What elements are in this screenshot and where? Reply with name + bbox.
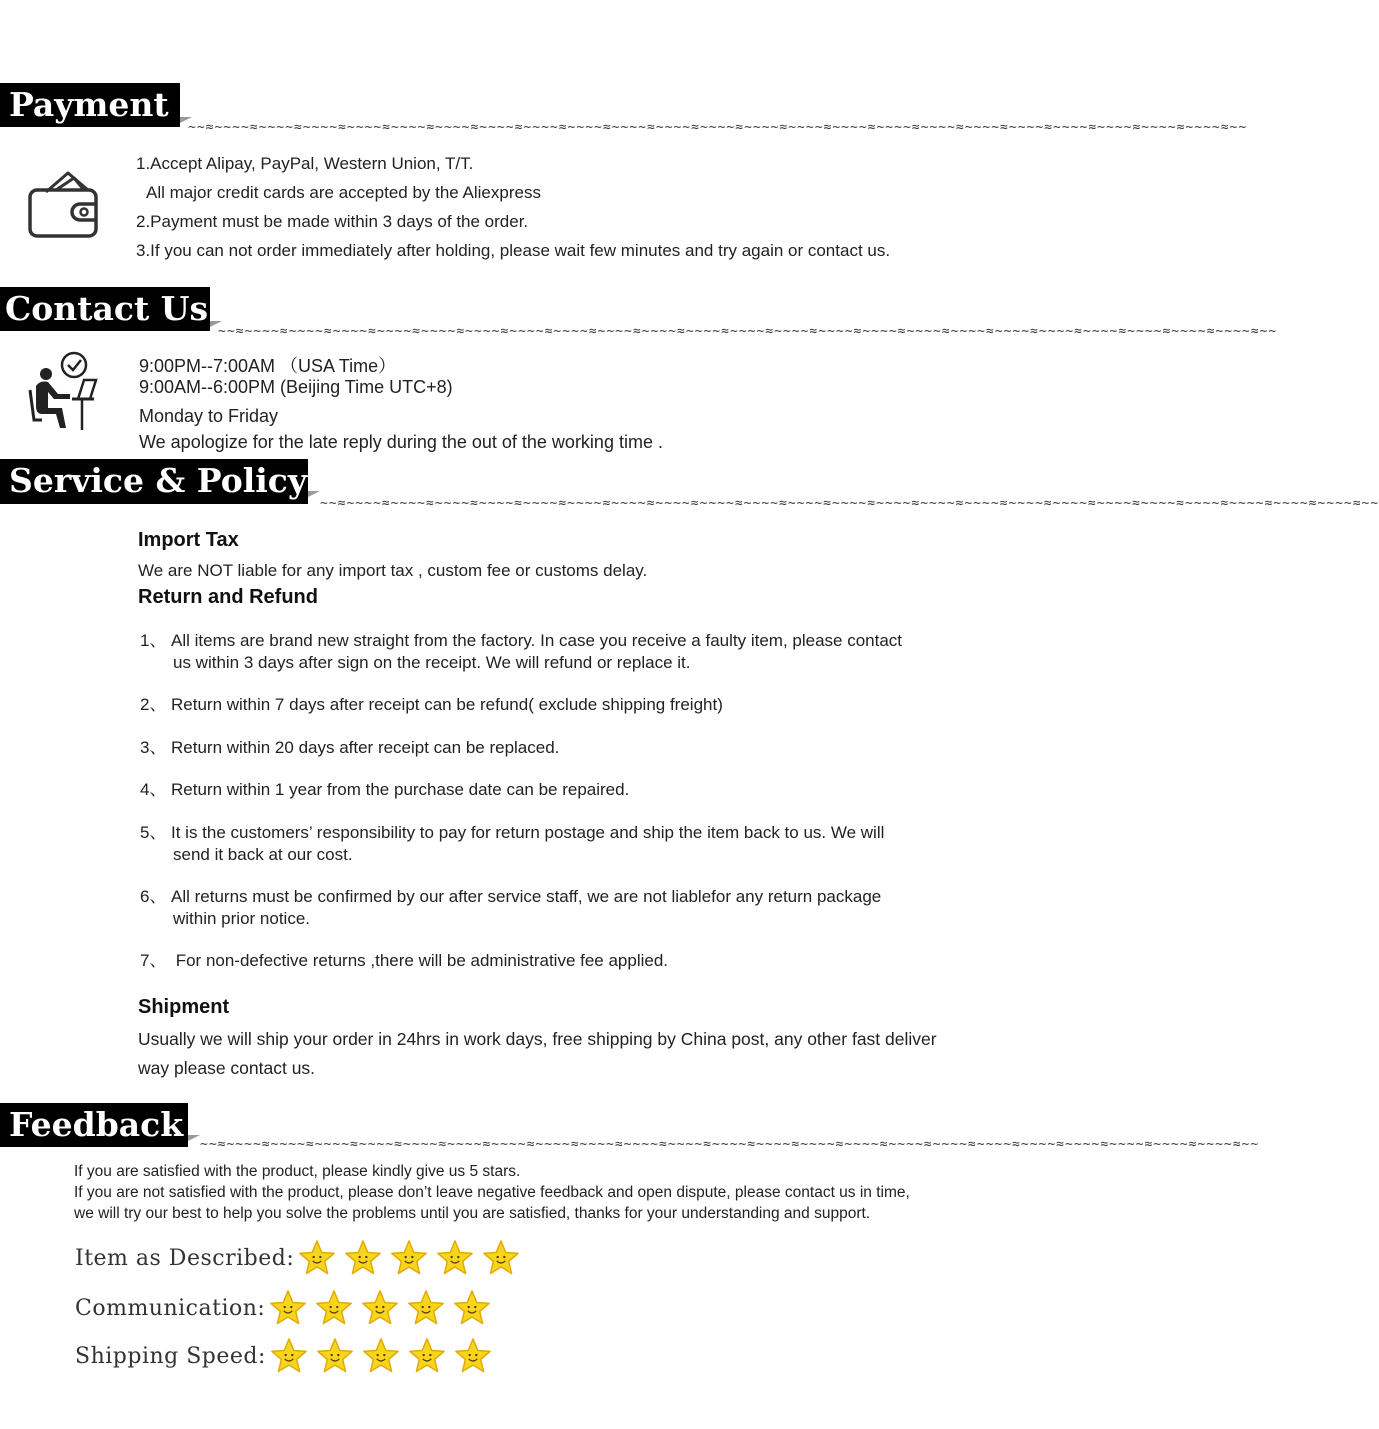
shipment-line: Usually we will ship your order in 24hrs in work days, free shipping by China post, any other fast deliver — [138, 1029, 937, 1049]
rating-label: Shipping Speed: — [75, 1343, 266, 1369]
wallet-icon — [26, 168, 100, 242]
rating-row — [75, 1336, 500, 1376]
payment-line: 1.Accept Alipay, PayPal, Western Union, T/T. — [136, 154, 474, 173]
dotted-divider: ~~≈~~~~≈~~~~≈~~~~≈~~~~≈~~~~≈~~~~≈~~~~≈~~~~≈~~~~≈~~~~≈~~~~≈~~~~≈~~~~≈~~~~≈~~~~≈~~~~≈~~~~≈~~~~≈~~~~≈~~~~≈~~~~≈~~~~≈~~~~≈~~ — [188, 120, 1248, 135]
item-text: For non-defective returns ,there will be administrative fee applied. — [171, 951, 669, 970]
payment-line: 3.If you can not order immediately after holding, please wait few minutes and try again or contact us. — [136, 241, 891, 260]
header-tail — [308, 491, 320, 497]
item-text: Return within 7 days after receipt can be refund( exclude shipping freight) — [171, 695, 723, 714]
contact-line: 9:00PM--7:00AM （USA Time） — [139, 356, 397, 376]
star-icon — [390, 1239, 428, 1277]
return-refund-heading: Return and Refund — [138, 586, 318, 608]
item-number: 7、 — [140, 951, 167, 970]
star-icon — [408, 1337, 446, 1375]
refund-item — [140, 822, 980, 866]
dotted-divider: ~~≈~~~~≈~~~~≈~~~~≈~~~~≈~~~~≈~~~~≈~~~~≈~~~~≈~~~~≈~~~~≈~~~~≈~~~~≈~~~~≈~~~~≈~~~~≈~~~~≈~~~~≈~~~~≈~~~~≈~~~~≈~~~~≈~~~~≈~~~~≈~~ — [218, 324, 1278, 339]
section-title-contact: Contact Us — [0, 287, 210, 331]
star-icon — [482, 1239, 520, 1277]
star-icon — [436, 1239, 474, 1277]
item-number: 3、 — [140, 738, 167, 757]
section-title-payment: Payment — [0, 83, 180, 127]
payment-line: 2.Payment must be made within 3 days of the order. — [136, 212, 529, 231]
header-tail — [188, 1135, 200, 1141]
rating-label: Communication: — [75, 1295, 266, 1321]
item-text: It is the customers’ responsibility to pay for return postage and ship the item back to us. We will — [171, 823, 885, 842]
item-text: Return within 20 days after receipt can be replaced. — [171, 738, 560, 757]
shipment-heading: Shipment — [138, 996, 230, 1018]
import-tax-heading: Import Tax — [138, 529, 239, 551]
refund-item — [140, 737, 980, 759]
contact-line: 9:00AM--6:00PM (Beijing Time UTC+8) — [139, 377, 453, 397]
item-number: 2、 — [140, 695, 167, 714]
dotted-divider: ~~≈~~~~≈~~~~≈~~~~≈~~~~≈~~~~≈~~~~≈~~~~≈~~~~≈~~~~≈~~~~≈~~~~≈~~~~≈~~~~≈~~~~≈~~~~≈~~~~≈~~~~≈~~~~≈~~~~≈~~~~≈~~~~≈~~~~≈~~~~≈~~ — [320, 496, 1379, 511]
section-title-service: Service & Policy — [0, 459, 308, 504]
item-text: All items are brand new straight from the factory. In case you receive a faulty item, please contact — [171, 631, 903, 650]
star-icon — [269, 1289, 307, 1327]
item-text-continued: send it back at our cost. — [173, 845, 353, 864]
contact-line: We apologize for the late reply during the out of the working time . — [139, 432, 663, 452]
item-number: 4、 — [140, 780, 167, 799]
star-icon — [454, 1337, 492, 1375]
refund-item — [140, 886, 980, 930]
star-icon — [270, 1337, 308, 1375]
star-icon — [315, 1289, 353, 1327]
star-icon — [298, 1239, 336, 1277]
star-icon — [344, 1239, 382, 1277]
payment-line: All major credit cards are accepted by the Aliexpress — [146, 183, 541, 202]
item-text-continued: us within 3 days after sign on the receipt. We will refund or replace it. — [173, 653, 691, 672]
star-icon — [362, 1337, 400, 1375]
item-number: 1、 — [140, 631, 167, 650]
contact-line: Monday to Friday — [139, 406, 279, 426]
support-agent-icon — [26, 350, 98, 434]
item-text-continued: within prior notice. — [173, 909, 311, 928]
feedback-line: If you are not satisfied with the product, please don’t leave negative feedback and open dispute, please contact us in time, — [74, 1184, 910, 1201]
star-icon — [453, 1289, 491, 1327]
section-title-feedback: Feedback — [0, 1103, 188, 1147]
rating-row — [75, 1238, 528, 1278]
shipment-line: way please contact us. — [138, 1058, 316, 1078]
feedback-line: If you are satisfied with the product, please kindly give us 5 stars. — [74, 1163, 521, 1180]
refund-item — [140, 779, 980, 801]
import-tax-text: We are NOT liable for any import tax , custom fee or customs delay. — [138, 561, 648, 580]
star-icon — [316, 1337, 354, 1375]
item-number: 6、 — [140, 887, 167, 906]
refund-item — [140, 950, 980, 972]
star-icon — [361, 1289, 399, 1327]
feedback-line: we will try our best to help you solve the problems until you are satisfied, thanks for your understanding and support. — [74, 1205, 871, 1222]
item-number: 5、 — [140, 823, 167, 842]
item-text: Return within 1 year from the purchase date can be repaired. — [171, 780, 630, 799]
refund-item — [140, 630, 980, 674]
dotted-divider: ~~≈~~~~≈~~~~≈~~~~≈~~~~≈~~~~≈~~~~≈~~~~≈~~~~≈~~~~≈~~~~≈~~~~≈~~~~≈~~~~≈~~~~≈~~~~≈~~~~≈~~~~≈~~~~≈~~~~≈~~~~≈~~~~≈~~~~≈~~~~≈~~ — [200, 1137, 1260, 1152]
refund-item — [140, 694, 980, 716]
rating-label: Item as Described: — [75, 1245, 295, 1271]
item-text: All returns must be confirmed by our after service staff, we are not liablefor any return package — [171, 887, 882, 906]
rating-row — [75, 1288, 499, 1328]
star-icon — [407, 1289, 445, 1327]
